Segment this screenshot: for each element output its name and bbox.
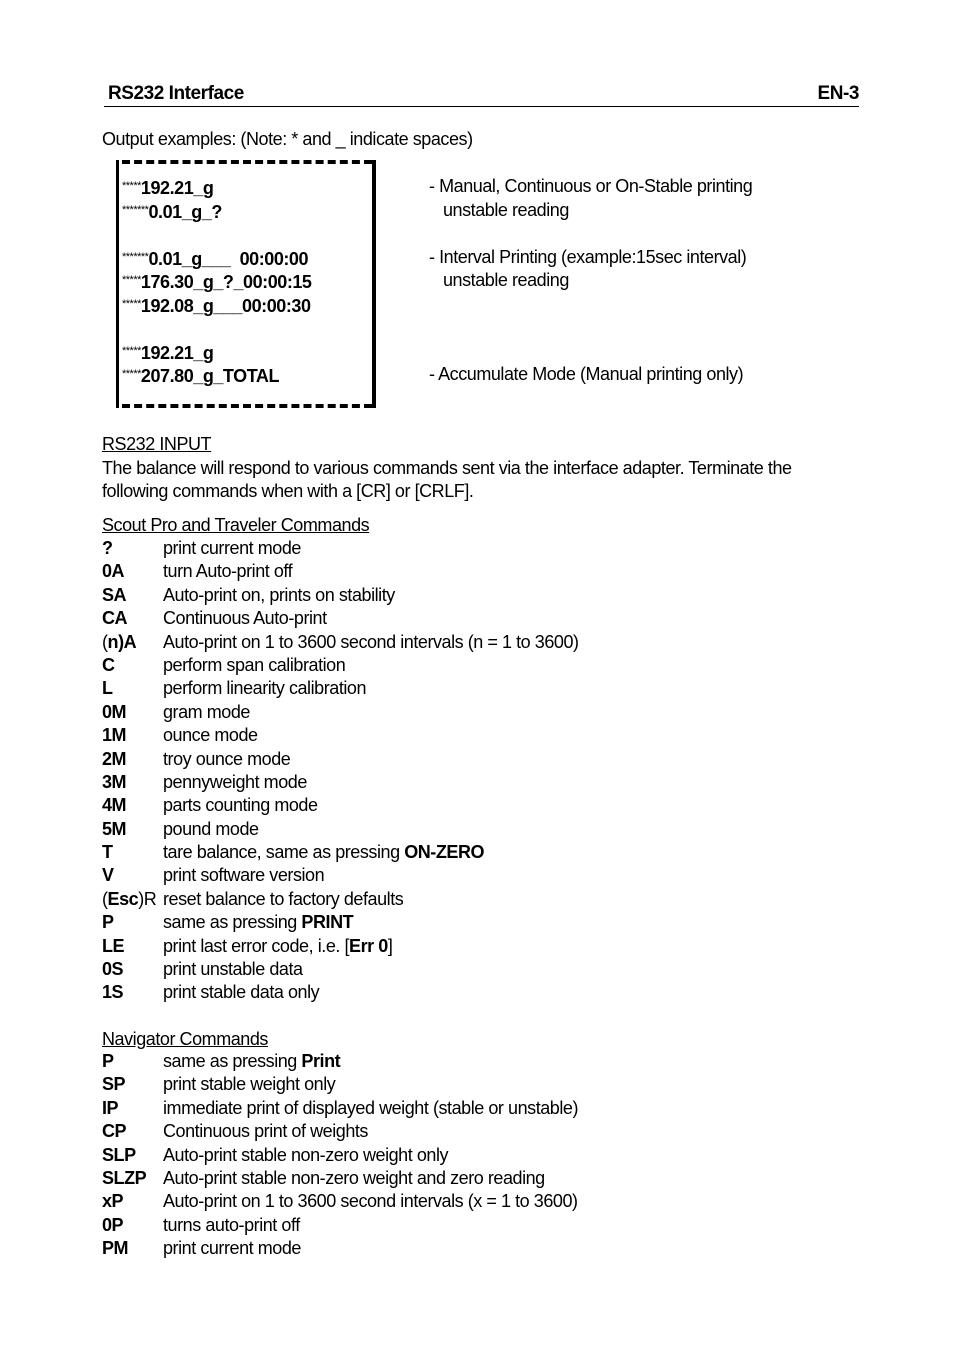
- page-number: EN-3: [817, 83, 859, 104]
- page-header: [104, 83, 859, 107]
- note-accumulate: - Accumulate Mode (Manual printing only): [429, 364, 744, 384]
- output-line: *****176.30_g_?_00:00:15: [122, 272, 312, 292]
- box-dashed-top: [122, 160, 372, 164]
- page-title: RS232 Interface: [108, 83, 244, 104]
- output-line: *******0.01_g___ 00:00:00: [122, 249, 309, 269]
- note-interval-sub: unstable reading: [443, 270, 569, 290]
- output-line: *****192.08_g___00:00:30: [122, 296, 311, 316]
- note-manual-sub: unstable reading: [443, 200, 569, 220]
- box-dashed-bottom: [122, 404, 372, 408]
- intro-text: Output examples: (Note: * and _ indicate spaces): [102, 129, 473, 149]
- navigator-heading: Navigator Commands: [102, 1029, 268, 1049]
- rs232-input-text: following commands when with a [CR] or [CRLF].: [102, 481, 474, 501]
- output-line: *******0.01_g_?: [122, 202, 222, 222]
- rs232-input-heading: RS232 INPUT: [102, 434, 212, 454]
- note-manual: - Manual, Continuous or On-Stable printing: [429, 176, 753, 196]
- output-line: *****192.21_g: [122, 178, 214, 198]
- output-line: *****192.21_g: [122, 343, 214, 363]
- output-line: *****207.80_g_TOTAL: [122, 366, 280, 386]
- rs232-input-text: The balance will respond to various commands sent via the interface adapter. Terminate the: [102, 458, 792, 478]
- scout-heading: Scout Pro and Traveler Commands: [102, 515, 370, 535]
- note-interval: - Interval Printing (example:15sec interval): [429, 247, 747, 267]
